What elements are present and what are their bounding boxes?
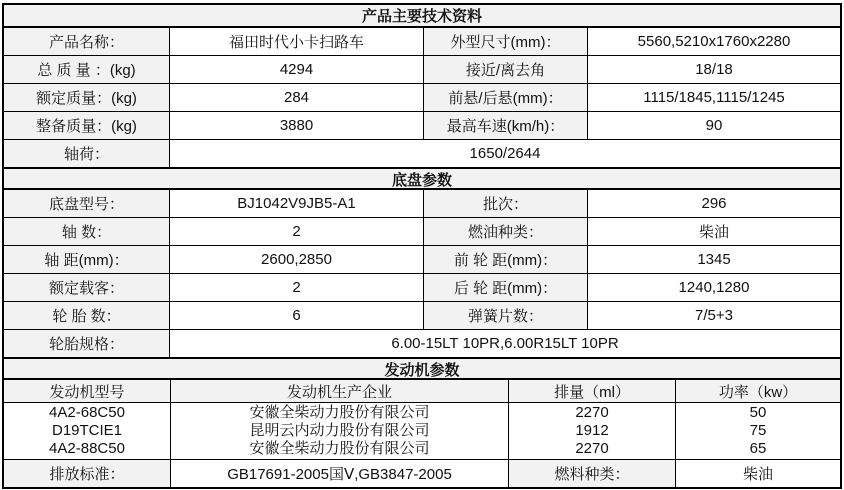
table-row xyxy=(4,301,840,329)
engine-manufacturer-item: 昆明云内动力股份有限公司 xyxy=(249,422,430,439)
fuel-type-label: 燃油种类： xyxy=(423,218,587,245)
curb-mass-label: 整备质量：(kg) xyxy=(4,112,169,139)
approach-departure-angle-value: 18/18 xyxy=(587,56,840,83)
fuel-type-value: 柴油 xyxy=(587,218,840,245)
power-item: 75 xyxy=(749,422,767,439)
engine-manufacturer-item: 安徽全柴动力股份有限公司 xyxy=(249,404,430,421)
chassis-model-label: 底盘型号： xyxy=(4,190,169,217)
table-row xyxy=(4,459,840,487)
table-row xyxy=(4,273,840,301)
engine-model-item: 4A2-68C50 xyxy=(49,404,125,421)
table-row xyxy=(4,190,840,217)
gross-mass-value: 4294 xyxy=(169,56,423,83)
table-row xyxy=(4,139,840,167)
axle-count-label: 轴 数： xyxy=(4,218,169,245)
main-section-title: 产品主要技术资料 xyxy=(4,5,840,28)
tire-count-label: 轮 胎 数： xyxy=(4,302,169,329)
tire-spec-value: 6.00-15LT 10PR,6.00R15LT 10PR xyxy=(169,330,840,357)
engine-model-header: 发动机型号 xyxy=(4,380,170,402)
table-row xyxy=(4,111,840,139)
product-name-value: 福田时代小卡扫路车 xyxy=(169,28,423,55)
wheelbase-label: 轴 距(mm)： xyxy=(4,246,169,273)
displacement-item: 2270 xyxy=(575,404,609,421)
rated-passengers-value: 2 xyxy=(169,274,423,301)
max-speed-value: 90 xyxy=(587,112,840,139)
rated-passengers-label: 额定载客： xyxy=(4,274,169,301)
chassis-model-value: BJ1042V9JB5-A1 xyxy=(169,190,423,217)
axle-count-value: 2 xyxy=(169,218,423,245)
engine-section-title: 发动机参数 xyxy=(4,357,840,380)
overall-dimensions-value: 5560,5210x1760x2280 xyxy=(587,28,840,55)
table-row xyxy=(4,217,840,245)
engine-data-row xyxy=(4,402,840,459)
chassis-section-title: 底盘参数 xyxy=(4,167,840,190)
fuel-kind-label: 燃料种类： xyxy=(508,460,675,487)
wheelbase-value: 2600,2850 xyxy=(169,246,423,273)
engine-model-item: D19TCIE1 xyxy=(51,422,123,439)
table-row xyxy=(4,28,840,55)
table-row xyxy=(4,329,840,357)
power-item: 65 xyxy=(749,440,767,457)
max-speed-label: 最高车速(km/h)： xyxy=(423,112,587,139)
rear-track-value: 1240,1280 xyxy=(587,274,840,301)
tire-spec-label: 轮胎规格： xyxy=(4,330,169,357)
power-item: 50 xyxy=(749,404,767,421)
front-rear-overhang-value: 1115/1845,1115/1245 xyxy=(587,84,840,111)
table-row xyxy=(4,245,840,273)
batch-label: 批次： xyxy=(423,190,587,217)
displacement-list xyxy=(508,403,675,459)
displacement-item: 2270 xyxy=(575,440,609,457)
engine-manufacturer-item: 安徽全柴动力股份有限公司 xyxy=(249,440,430,457)
table-row xyxy=(4,83,840,111)
engine-manufacturer-list xyxy=(170,403,508,459)
front-rear-overhang-label: 前悬/后悬(mm)： xyxy=(423,84,587,111)
engine-model-list xyxy=(4,403,170,459)
engine-model-item: 4A2-88C50 xyxy=(49,440,125,457)
product-name-label: 产品名称： xyxy=(4,28,169,55)
rear-track-label: 后 轮 距(mm)： xyxy=(423,274,587,301)
axle-load-label: 轴荷： xyxy=(4,140,169,167)
spring-leaf-count-value: 7/5+3 xyxy=(587,302,840,329)
batch-value: 296 xyxy=(587,190,840,217)
overall-dimensions-label: 外型尺寸(mm)： xyxy=(423,28,587,55)
rated-mass-value: 284 xyxy=(169,84,423,111)
displacement-header: 排量（ml） xyxy=(508,380,675,402)
engine-header-row xyxy=(4,380,840,402)
engine-manufacturer-header: 发动机生产企业 xyxy=(170,380,508,402)
gross-mass-label: 总 质 量 ：(kg) xyxy=(4,56,169,83)
power-header: 功率（kw） xyxy=(675,380,840,402)
rated-mass-label: 额定质量：(kg) xyxy=(4,84,169,111)
emission-standard-label: 排放标准： xyxy=(4,460,170,487)
fuel-kind-value: 柴油 xyxy=(675,460,840,487)
axle-load-value: 1650/2644 xyxy=(169,140,840,167)
power-list xyxy=(675,403,840,459)
curb-mass-value: 3880 xyxy=(169,112,423,139)
displacement-item: 1912 xyxy=(575,422,609,439)
front-track-label: 前 轮 距(mm)： xyxy=(423,246,587,273)
table-row xyxy=(4,55,840,83)
spring-leaf-count-label: 弹簧片数： xyxy=(423,302,587,329)
tire-count-value: 6 xyxy=(169,302,423,329)
emission-standard-value: GB17691-2005国Ⅴ,GB3847-2005 xyxy=(170,460,508,487)
front-track-value: 1345 xyxy=(587,246,840,273)
approach-departure-angle-label: 接近/离去角 xyxy=(423,56,587,83)
spec-table xyxy=(2,3,842,489)
